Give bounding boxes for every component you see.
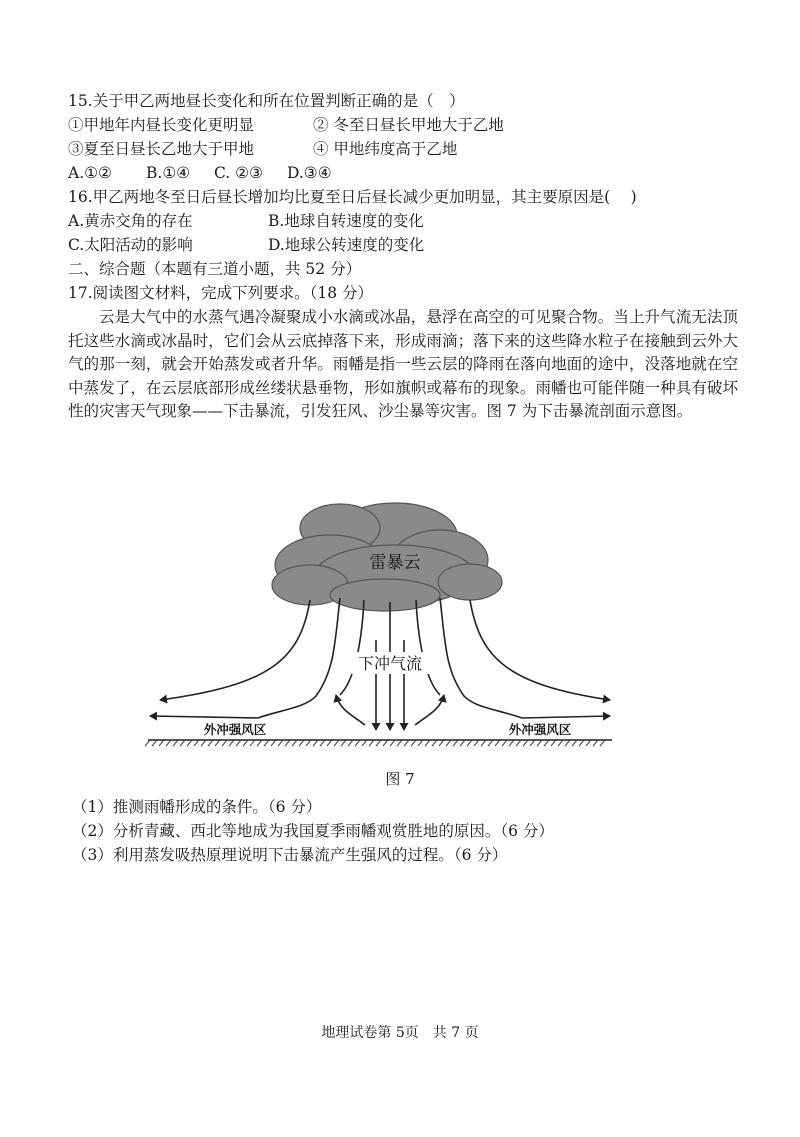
downdraft-label: 下冲气流 — [357, 656, 423, 673]
q15-statement-4: ④ 甲地纬度高于乙地 — [313, 140, 458, 158]
right-wind-zone-label: 外冲强风区 — [508, 723, 572, 737]
section-heading: 二、综合题（本题有三道小题，共 52 分） — [68, 260, 362, 278]
q16-option-b: B.地球自转速度的变化 — [268, 212, 424, 230]
q15-statement-3: ③夏至日昼长乙地大于甲地 — [68, 140, 255, 158]
downburst-svg — [140, 490, 620, 750]
cloud-label: 雷暴云 — [369, 553, 421, 572]
q17-stem: 17.阅读图文材料，完成下列要求。（18 分） — [68, 284, 374, 302]
q15-option-d: D.③④ — [287, 164, 332, 182]
q17-sub3: （3）利用蒸发吸热原理说明下击暴流产生强风的过程。（6 分） — [72, 846, 508, 864]
q15-stem: 15.关于甲乙两地昼长变化和所在位置判断正确的是（ ） — [68, 92, 465, 110]
q16-stem: 16.甲乙两地冬至日后昼长增加均比夏至日后昼长减少更加明显，其主要原因是( ) — [68, 188, 637, 206]
q15-option-b: B.①④ — [146, 164, 191, 182]
q16-option-c: C.太阳活动的影响 — [68, 236, 193, 254]
q15-options — [68, 162, 332, 184]
downburst-diagram — [140, 490, 620, 750]
q17-sub1: （1）推测雨幡形成的条件。（6 分） — [72, 798, 322, 816]
q15-statement-1: ①甲地年内昼长变化更明显 — [68, 116, 255, 134]
q17-paragraph: 云是大气中的水蒸气遇冷凝聚成小水滴或冰晶，悬浮在高空的可见聚合物。当上升气流无法顶托这些水滴或冰晶时，它们会从云底掉落下来，形成雨滴；落下来的这些降水粒子在接触到云外大气的那一刻，就会开始蒸发或者升华。雨幡是指一些云层的降雨在落向地面的途中，没落地就在空中蒸发了，在云层底部形成丝缕状悬垂物，形如旗帜或幕布的现象。雨幡也可能伴随一种具有破坏性的灾害天气现象——下击暴流，引发狂风、沙尘暴等灾害。图 7 为下击暴流剖面示意图。 — [68, 308, 738, 420]
q15-statements-row1 — [68, 114, 504, 136]
q15-statement-2: ② 冬至日昼长甲地大于乙地 — [313, 116, 504, 134]
left-wind-zone-label: 外冲强风区 — [203, 723, 267, 737]
q17-sub2: （2）分析青藏、西北等地成为我国夏季雨幡观赏胜地的原因。（6 分） — [72, 822, 554, 840]
page-footer: 地理试卷第 5页 共 7 页 — [321, 1025, 479, 1041]
figure-caption: 图 7 — [385, 770, 415, 788]
q16-options-row1 — [68, 210, 424, 232]
q16-options-row2 — [68, 234, 424, 256]
q16-option-d: D.地球公转速度的变化 — [268, 236, 425, 254]
q15-statements-row2 — [68, 138, 457, 160]
q15-option-c: C. ②③ — [214, 164, 263, 182]
ground-hatching — [145, 740, 605, 746]
q16-option-a: A.黄赤交角的存在 — [68, 212, 193, 230]
q15-option-a: A.①② — [68, 164, 112, 182]
